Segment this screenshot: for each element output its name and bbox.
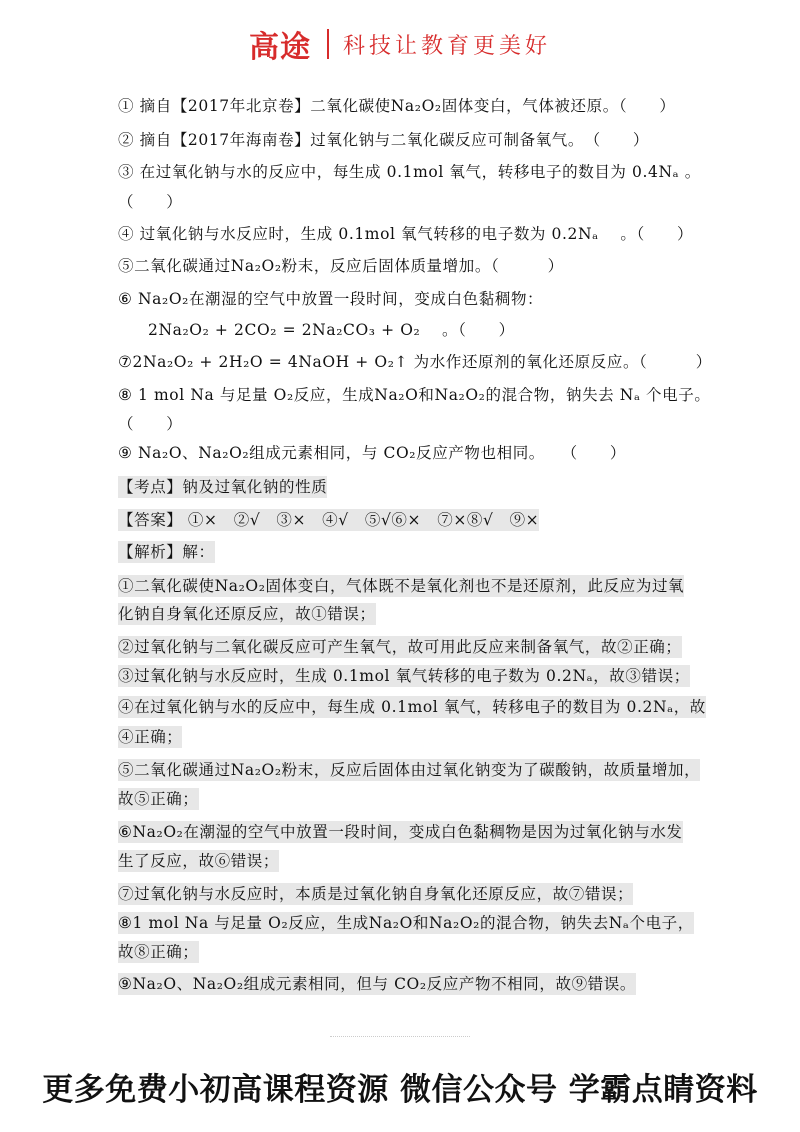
kaodian-label: 【考点】钠及过氧化钠的性质	[118, 478, 328, 496]
explanation-6: ⑥Na₂O₂在潮湿的空气中放置一段时间，变成白色黏稠物是因为过氧化钠与水发	[118, 823, 683, 841]
explanation-8-cont: 故⑧正确；	[118, 943, 199, 961]
page-header	[0, 14, 800, 74]
question-6: ⑥ Na₂O₂在潮湿的空气中放置一段时间，变成白色黏稠物：	[118, 290, 544, 308]
footer-banner: 更多免费小初高课程资源 微信公众号 学霸点睛资料	[42, 1072, 758, 1108]
question-3: ③ 在过氧化钠与水的反应中，每生成 0.1mol 氧气，转移电子的数目为 0.4Nₐ 。	[118, 163, 701, 181]
question-3-bracket: （ ）	[118, 193, 183, 211]
header-divider	[327, 29, 329, 59]
question-8-bracket: （ ）	[118, 415, 183, 433]
explanation-5: ⑤二氧化碳通过Na₂O₂粉末，反应后固体由过氧化钠变为了碳酸钠，故质量增加，	[118, 761, 701, 779]
question-5: ⑤二氧化碳通过Na₂O₂粉末，反应后固体质量增加。（ ）	[118, 257, 564, 275]
explanation-1: ①二氧化碳使Na₂O₂固体变白，气体既不是氧化剂也不是还原剂，此反应为过氧	[118, 577, 685, 595]
question-9: ⑨ Na₂O、Na₂O₂组成元素相同，与 CO₂反应产物也相同。 （ ）	[118, 444, 626, 462]
answer-key: 【答案】 ①× ②√ ③× ④√ ⑤√⑥× ⑦×⑧√ ⑨×	[118, 511, 540, 529]
explanation-7: ⑦过氧化钠与水反应时，本质是过氧化钠自身氧化还原反应，故⑦错误；	[118, 885, 634, 903]
brand-logo: 高途	[248, 30, 311, 65]
explanation-2: ②过氧化钠与二氧化碳反应可产生氧气，故可用此反应来制备氧气，故②正确；	[118, 638, 682, 656]
explanation-9: ⑨Na₂O、Na₂O₂组成元素相同，但与 CO₂反应产物不相同，故⑨错误。	[118, 975, 636, 993]
explanation-6-cont: 生了反应，故⑥错误；	[118, 852, 280, 870]
explanation-8: ⑧1 mol Na 与足量 O₂反应，生成Na₂O和Na₂O₂的混合物，钠失去Nₐ个电子，	[118, 914, 694, 932]
jiexi-label: 【解析】解：	[118, 543, 215, 561]
question-6-equation: 2Na₂O₂ + 2CO₂ = 2Na₂CO₃ + O₂ 。（ ）	[148, 321, 515, 339]
explanation-1-cont: 化钠自身氧化还原反应，故①错误；	[118, 605, 376, 623]
page-separator	[330, 1036, 470, 1043]
question-8: ⑧ 1 mol Na 与足量 O₂反应，生成Na₂O和Na₂O₂的混合物，钠失去 Nₐ 个电子。	[118, 386, 711, 404]
question-4: ④ 过氧化钠与水反应时，生成 0.1mol 氧气转移的电子数为 0.2Nₐ 。（ ）	[118, 225, 694, 243]
question-1: ① 摘自【2017年北京卷】二氧化碳使Na₂O₂固体变白，气体被还原。（ ）	[118, 97, 676, 115]
explanation-3: ③过氧化钠与水反应时，生成 0.1mol 氧气转移的电子数为 0.2Nₐ，故③错误；	[118, 667, 690, 685]
explanation-4-cont: ④正确；	[118, 728, 183, 746]
explanation-4: ④在过氧化钠与水的反应中，每生成 0.1mol 氧气，转移电子的数目为 0.2Nₐ，故	[118, 698, 706, 716]
brand-slogan: 科技让教育更美好	[342, 33, 551, 59]
explanation-5-cont: 故⑤正确；	[118, 790, 199, 808]
question-7: ⑦2Na₂O₂ + 2H₂O = 4NaOH + O₂↑ 为水作还原剂的氧化还原反应。（ ）	[118, 353, 712, 371]
question-2: ② 摘自【2017年海南卷】过氧化钠与二氧化碳反应可制备氧气。 （ ）	[118, 131, 649, 149]
